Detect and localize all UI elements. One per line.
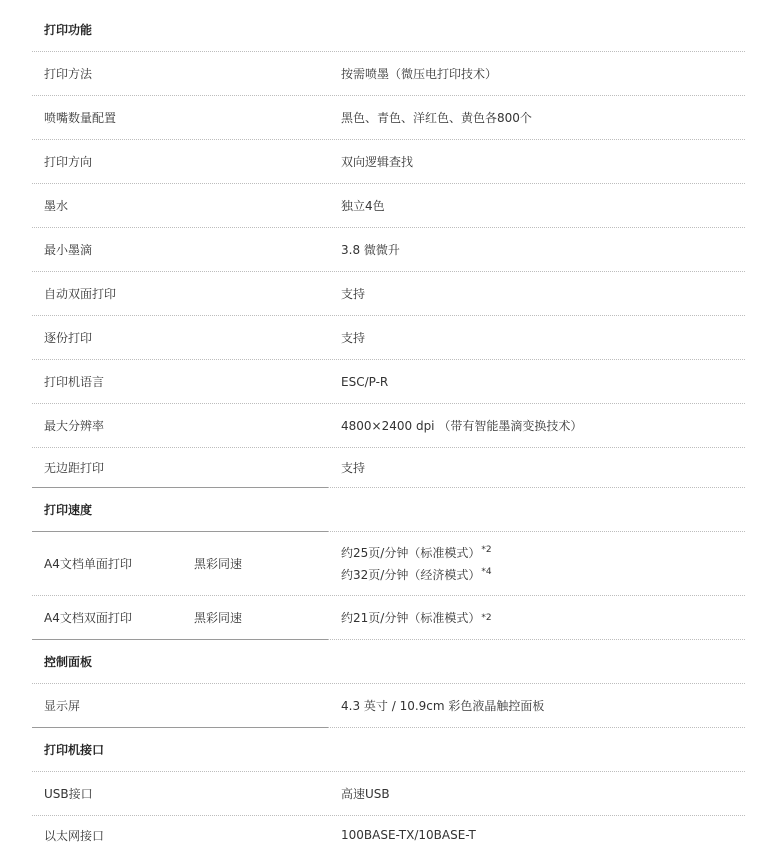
spec-value: 4.3 英寸 / 10.9cm 彩色液晶触控面板	[341, 699, 545, 713]
spec-value: 4800×2400 dpi （带有智能墨滴变换技术）	[341, 419, 583, 433]
spec-row	[32, 316, 745, 360]
spec-sublabel: 黑彩同速	[194, 611, 243, 625]
section-title: 打印速度	[44, 503, 93, 517]
footnote-ref: *4	[481, 566, 492, 577]
spec-value: 支持	[341, 461, 366, 475]
spec-label: 自动双面打印	[44, 287, 117, 301]
spec-value: 支持	[341, 331, 366, 345]
spec-label: 打印机语言	[44, 375, 105, 389]
spec-label: A4文档单面打印	[44, 557, 132, 571]
section-title: 打印功能	[44, 23, 93, 37]
spec-label: 无边距打印	[44, 461, 105, 475]
spec-label: 墨水	[44, 199, 69, 213]
spec-row	[32, 360, 745, 404]
spec-value: 独立4色	[341, 199, 385, 213]
spec-row	[32, 184, 745, 228]
spec-row	[32, 272, 745, 316]
footnote-ref: *2	[481, 544, 492, 555]
spec-value: 100BASE-TX/10BASE-T	[341, 828, 476, 842]
speed-line	[341, 564, 492, 586]
spec-label: 逐份打印	[44, 331, 93, 345]
spec-value: 支持	[341, 287, 366, 301]
spec-value	[341, 532, 492, 595]
section-header-print	[32, 8, 745, 52]
spec-row	[32, 772, 745, 816]
spec-label: 显示屏	[44, 699, 81, 713]
spec-row	[32, 96, 745, 140]
spec-row	[32, 404, 745, 448]
spec-label: 以太网接口	[44, 828, 105, 843]
spec-row	[32, 596, 745, 640]
section-header-speed	[32, 488, 745, 532]
speed-line	[341, 542, 492, 564]
speed-text: 约25页/分钟（标准模式）	[341, 545, 481, 560]
spec-label: 最小墨滴	[44, 243, 93, 257]
spec-value: 高速USB	[341, 787, 390, 801]
spec-value: 按需喷墨（微压电打印技术）	[341, 67, 498, 81]
spec-value: ESC/P-R	[341, 374, 389, 389]
spec-sublabel: 黑彩同速	[194, 557, 243, 571]
spec-label: 打印方法	[44, 67, 93, 81]
section-title: 打印机接口	[44, 743, 105, 757]
spec-row	[32, 52, 745, 96]
speed-text: 约21页/分钟（标准模式）	[341, 611, 481, 625]
spec-value: 约21页/分钟（标准模式） *2	[341, 611, 492, 625]
spec-label: 喷嘴数量配置	[44, 111, 117, 125]
spec-label: A4文档双面打印	[44, 611, 132, 625]
spec-value: 黑色、青色、洋红色、黄色各800个	[341, 111, 532, 125]
spec-row	[32, 140, 745, 184]
spec-value: 双向逻辑查找	[341, 155, 414, 169]
spec-label: 打印方向	[44, 155, 93, 169]
section-header-panel	[32, 640, 745, 684]
section-title: 控制面板	[44, 655, 93, 669]
spec-row	[32, 684, 745, 728]
spec-row	[32, 228, 745, 272]
spec-label: 最大分辨率	[44, 419, 105, 433]
spec-row	[32, 448, 745, 488]
spec-row	[32, 532, 745, 596]
section-header-interface	[32, 728, 745, 772]
spec-value: 3.8 微微升	[341, 243, 400, 257]
spec-label: USB接口	[44, 787, 93, 801]
speed-text: 约32页/分钟（经济模式）	[341, 567, 481, 582]
spec-row	[32, 816, 745, 854]
